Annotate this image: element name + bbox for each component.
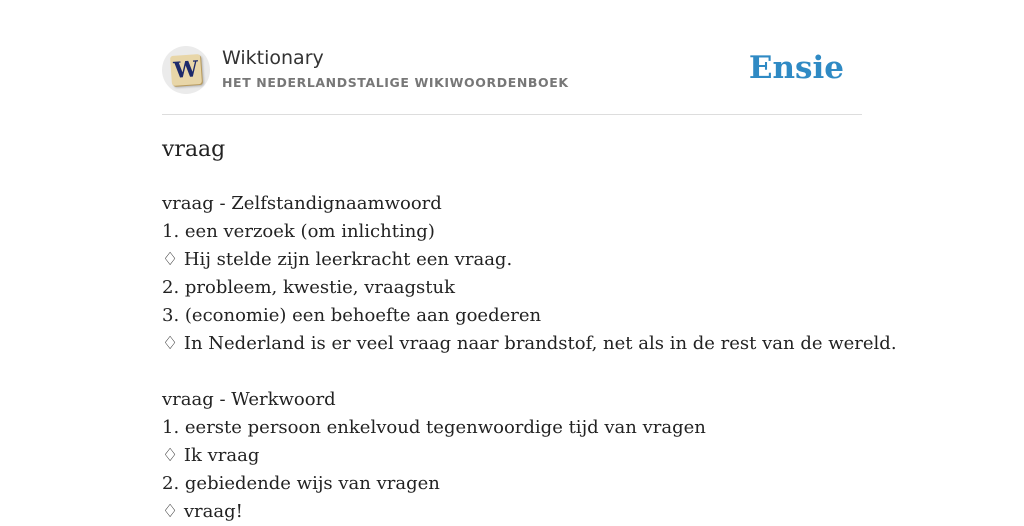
site-tagline: HET NEDERLANDSTALIGE WIKIWOORDENBOEK [222,75,569,90]
definition-line: 3. (economie) een behoefte aan goederen [162,305,542,326]
definition-line: 2. gebiedende wijs van vragen [162,473,440,494]
page-title: vraag [162,137,226,162]
example-line: ♢ In Nederland is er veel vraag naar brandstof, net als in de rest van de wereld. [162,333,897,354]
entry-separator [162,358,882,386]
site-name[interactable]: Wiktionary [222,47,324,69]
example-line: ♢ vraag! [162,501,243,522]
example-line: ♢ Ik vraag [162,445,260,466]
definition-line: 1. een verzoek (om inlichting) [162,221,435,242]
ensie-brand-link[interactable]: Ensie [748,50,844,86]
definition-content [162,190,897,526]
wiktionary-logo-icon[interactable] [162,46,210,94]
entry-heading: vraag - Werkwoord [162,389,336,410]
logo-letter: W [170,54,202,86]
definition-line: 1. eerste persoon enkelvoud tegenwoordige tijd van vragen [162,417,706,438]
site-header [162,46,862,115]
example-line: ♢ Hij stelde zijn leerkracht een vraag. [162,249,513,270]
definition-line: 2. probleem, kwestie, vraagstuk [162,277,455,298]
entry-heading: vraag - Zelfstandignaamwoord [162,193,442,214]
